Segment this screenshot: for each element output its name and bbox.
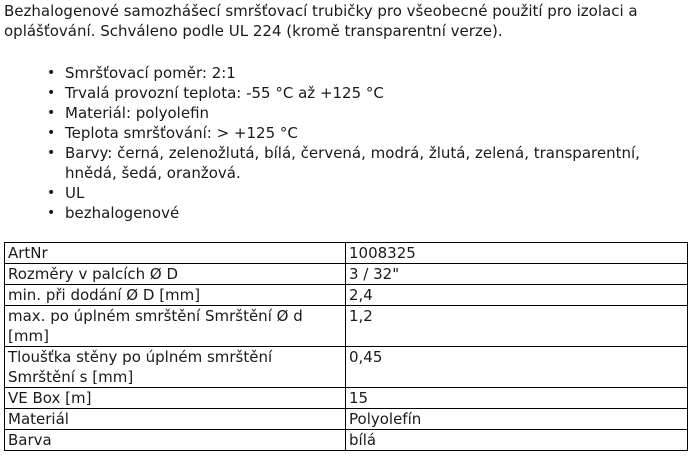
spec-key: ArtNr (5, 243, 346, 264)
feature-list (0, 63, 685, 223)
spec-key: max. po úplném smrštění Smrštění Ø d [mm] (5, 306, 346, 347)
table-row (5, 347, 688, 388)
list-item (47, 143, 685, 183)
spec-value: 15 (346, 388, 688, 409)
list-item (47, 83, 685, 103)
bullet-icon: • (47, 185, 56, 201)
bullet-icon: • (47, 145, 56, 161)
feature-text: Trvalá provozní teplota: -55 °C až +125 °C (65, 84, 384, 102)
spec-value: 1008325 (346, 243, 688, 264)
bullet-icon: • (47, 125, 56, 141)
list-item (47, 103, 685, 123)
table-row (5, 430, 688, 451)
table-row (5, 285, 688, 306)
bullet-icon: • (47, 65, 56, 81)
specs-table (4, 242, 688, 451)
spec-value: 0,45 (346, 347, 688, 388)
feature-text: Barvy: černá, zelenožlutá, bílá, červená, modrá, žlutá, zelená, transparentní, hnědá, šedá, oranžová. (65, 144, 640, 182)
feature-text: bezhalogenové (65, 204, 180, 222)
spec-key: min. při dodání Ø D [mm] (5, 285, 346, 306)
spec-value: bílá (346, 430, 688, 451)
table-row (5, 243, 688, 264)
feature-text: Materiál: polyolefin (65, 104, 210, 122)
spec-value: 3 / 32" (346, 264, 688, 285)
spec-key: Tloušťka stěny po úplném smrštění Smrštění s [mm] (5, 347, 346, 388)
feature-text: Smršťovací poměr: 2:1 (65, 64, 236, 82)
table-row (5, 306, 688, 347)
table-row (5, 264, 688, 285)
product-description: Bezhalogenové samozhášecí smršťovací trubičky pro všeobecné použití pro izolaci a oplášťování. Schváleno podle UL 224 (kromě transparentní verze). (4, 2, 638, 40)
spec-value: 2,4 (346, 285, 688, 306)
spec-key: VE Box [m] (5, 388, 346, 409)
list-item (47, 203, 685, 223)
spec-key: Materiál (5, 409, 346, 430)
bullet-icon: • (47, 85, 56, 101)
table-row (5, 409, 688, 430)
spec-key: Rozměry v palcích Ø D (5, 264, 346, 285)
spec-value: 1,2 (346, 306, 688, 347)
list-item (47, 183, 685, 203)
table-row (5, 388, 688, 409)
bullet-icon: • (47, 105, 56, 121)
list-item (47, 63, 685, 83)
feature-text: Teplota smršťování: > +125 °C (65, 124, 298, 142)
bullet-icon: • (47, 205, 56, 221)
spec-value: Polyolefín (346, 409, 688, 430)
list-item (47, 123, 685, 143)
feature-text: UL (65, 184, 85, 202)
spec-key: Barva (5, 430, 346, 451)
